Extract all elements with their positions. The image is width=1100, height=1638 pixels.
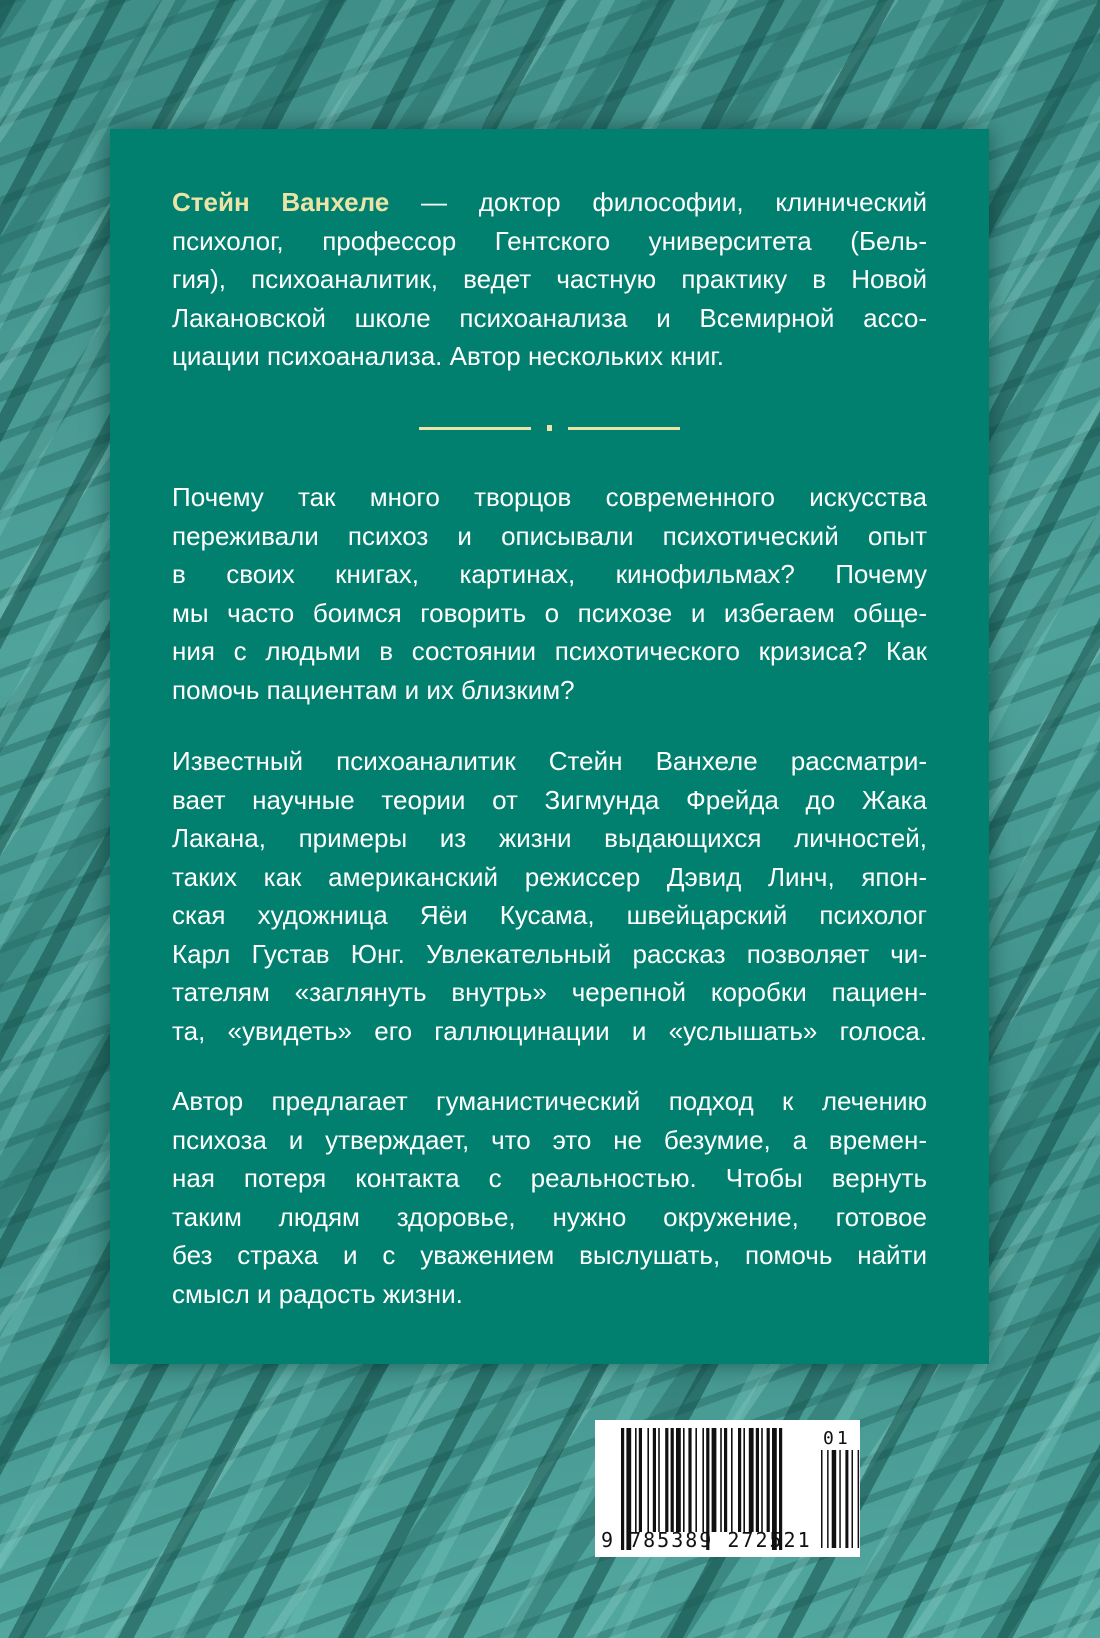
text-line: психоза и утверждает, что это не безумие, а времен- [172, 1124, 927, 1155]
text-line: мы часто боимся говорить о психозе и избегаем обще- [172, 597, 927, 628]
barcode-bar [761, 1428, 763, 1532]
text-line: в своих книгах, картинах, кинофильмах? Почему [172, 559, 927, 589]
text-line: таких как американский режиссер Дэвид Линч, япон- [172, 861, 927, 892]
divider-dot [547, 425, 552, 431]
barcode-bar [724, 1428, 727, 1532]
addon-bar [852, 1450, 854, 1548]
bio-line: циации психоанализа. Автор нескольких книг. [172, 341, 724, 371]
barcode-bar [749, 1428, 754, 1532]
addon-bar [858, 1450, 860, 1548]
text-line: смысл и радость жизни. [172, 1278, 463, 1309]
text-line: та, «увидеть» его галлюцинации и «услышать» голоса. [172, 1015, 927, 1046]
barcode-bar [688, 1428, 691, 1532]
text-line: переживали психоз и описывали психотический опыт [172, 520, 927, 551]
barcode-bar [720, 1428, 722, 1532]
text-line: без страха и с уважением выслушать, помочь найти [172, 1240, 927, 1270]
text-line: ская художница Яёи Кусама, швейцарский психолог [172, 900, 927, 930]
text-line: тателям «заглянуть внутрь» черепной коробки пациен- [172, 977, 927, 1007]
bio-line: — доктор философии, клинический [389, 187, 927, 217]
paragraph-description [172, 742, 927, 1050]
addon-bar [845, 1450, 848, 1548]
bio-line: психолог, профессор Гентского университета (Бель- [172, 225, 927, 256]
barcode-bar [671, 1428, 674, 1532]
text-line: Автор предлагает гуманистический подход к лечению [172, 1086, 927, 1116]
text-line: Известный психоаналитик Стейн Ванхеле рассматри- [172, 746, 927, 776]
barcode-bar [767, 1428, 770, 1532]
barcode-bar [676, 1428, 681, 1532]
barcode-bar [695, 1428, 697, 1532]
addon-bar [832, 1450, 837, 1548]
barcode-bar [712, 1428, 717, 1532]
barcode-bar [738, 1428, 741, 1532]
divider-right [568, 427, 680, 430]
barcode-bar [635, 1428, 637, 1532]
barcode-bar [743, 1428, 745, 1532]
divider-left [419, 427, 531, 430]
addon-bar [839, 1450, 841, 1548]
barcode-bar [639, 1428, 642, 1532]
text-line: Карл Густав Юнг. Увлекательный рассказ позволяет чи- [172, 938, 927, 969]
text-line: помочь пациентам и их близким? [172, 674, 575, 705]
bio-line: Лакановской школе психоанализа и Всемирной ассо- [172, 302, 927, 333]
bio-line: гия), психоаналитик, ведет частную практику в Новой [172, 264, 927, 294]
addon-bar [821, 1450, 823, 1548]
paragraph-approach [172, 1082, 927, 1313]
barcode-bar [647, 1428, 649, 1532]
text-line: вает научные теории от Зигмунда Фрейда до Жака [172, 784, 927, 815]
text-line: ния с людьми в состоянии психотического кризиса? Как [172, 636, 927, 666]
barcode-bar [665, 1428, 668, 1532]
text-line: Почему так много творцов современного искусства [172, 482, 927, 512]
author-name: Стейн Ванхеле [172, 187, 390, 217]
paragraph-questions [172, 478, 927, 709]
barcode-bar [756, 1428, 759, 1532]
barcode-bar [653, 1428, 656, 1532]
author-bio [172, 183, 927, 376]
isbn-number: 9 785389 272521 [601, 1528, 812, 1552]
isbn-barcode [595, 1420, 860, 1557]
barcode-bar [683, 1428, 685, 1532]
barcode-bar [702, 1428, 704, 1532]
text-line: ная потеря контакта с реальностью. Чтобы вернуть [172, 1163, 927, 1193]
text-line: таким людям здоровье, нужно окружение, готовое [172, 1201, 927, 1232]
addon-number: 01 [823, 1428, 851, 1449]
text-line: Лакана, примеры из жизни выдающихся личностей, [172, 823, 927, 853]
barcode-bar [658, 1428, 660, 1532]
addon-bar [827, 1450, 829, 1548]
barcode-bar [731, 1428, 733, 1532]
